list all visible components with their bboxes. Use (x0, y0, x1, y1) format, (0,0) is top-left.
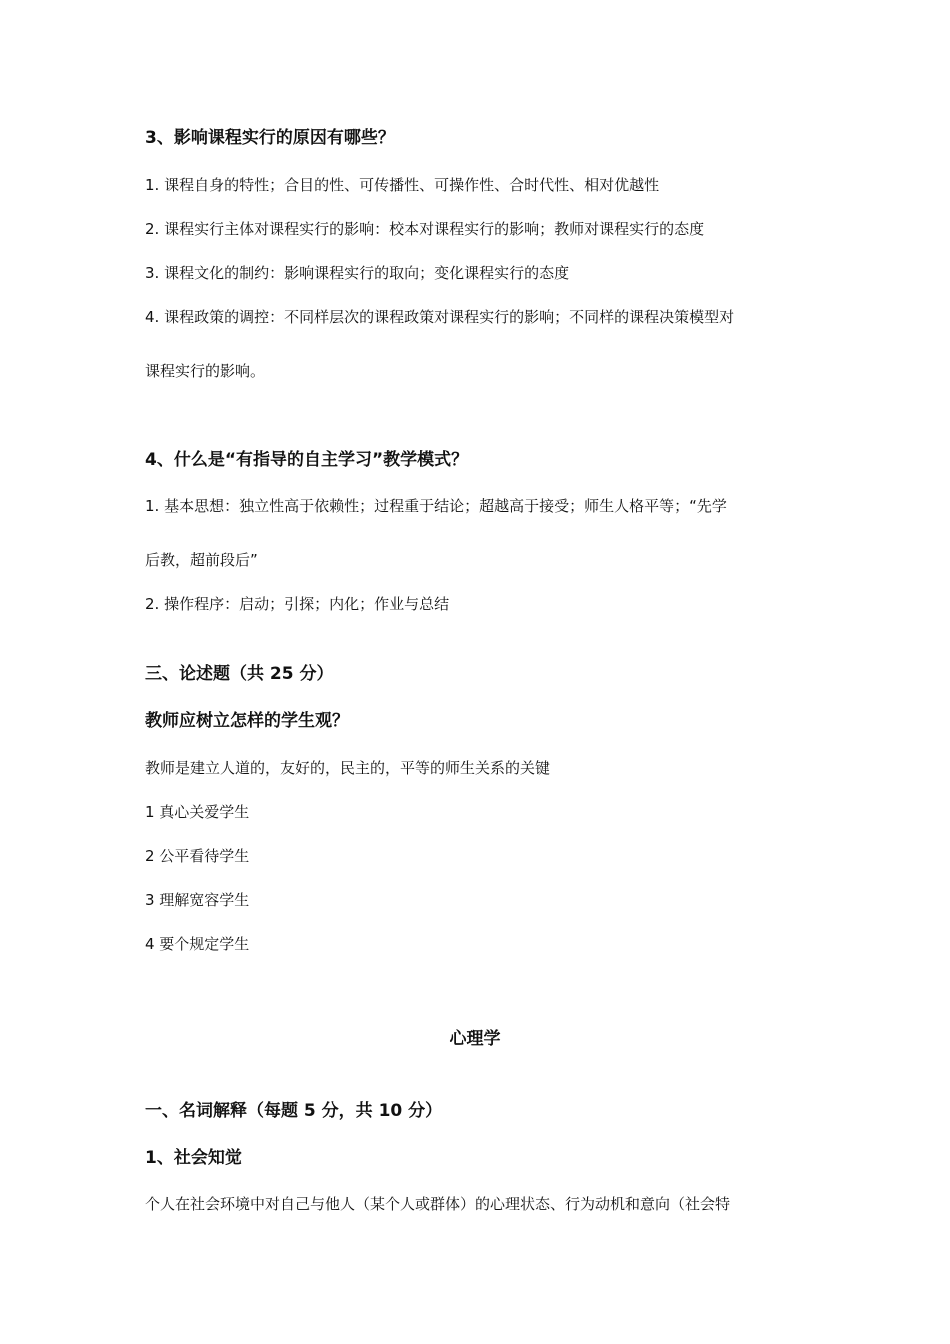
q4-item-1-cont: 后教，超前段后” (145, 551, 258, 569)
section3-item-2: 2 公平看待学生 (145, 847, 250, 865)
q4-heading: 4、什么是“有指导的自主学习”教学模式？ (145, 450, 469, 470)
psych-title: 心理学 (449, 1029, 501, 1049)
q3-heading: 3、影响课程实行的原因有哪些？ (145, 128, 395, 148)
section3-item-1: 1 真心关爱学生 (145, 803, 250, 821)
psych-def1: 个人在社会环境中对自己与他人（某个人或群体）的心理状态、行为动机和意向（社会特 (145, 1195, 731, 1213)
q3-item-4-cont: 课程实行的影响。 (145, 362, 266, 380)
q3-item-2: 2. 课程实行主体对课程实行的影响：校本对课程实行的影响；教师对课程实行的态度 (145, 220, 705, 238)
q3-item-1: 1. 课程自身的特性；合目的性、可传播性、可操作性、合时代性、相对优越性 (145, 176, 660, 194)
section3-question: 教师应树立怎样的学生观？ (145, 711, 349, 731)
q3-item-4: 4. 课程政策的调控：不同样层次的课程政策对课程实行的影响；不同样的课程决策模型对 (145, 308, 735, 326)
section3-item-4: 4 要个规定学生 (145, 935, 250, 953)
q4-item-2: 2. 操作程序：启动；引探；内化；作业与总结 (145, 595, 450, 613)
section3-intro: 教师是建立人道的，友好的，民主的，平等的师生关系的关键 (145, 759, 551, 777)
section3-item-3: 3 理解宽容学生 (145, 891, 250, 909)
q3-item-3: 3. 课程文化的制约：影响课程实行的取向；变化课程实行的态度 (145, 264, 570, 282)
psych-term1: 1、社会知觉 (145, 1148, 242, 1168)
psych-section1-heading: 一、名词解释（每题 5 分，共 10 分） (145, 1101, 443, 1121)
section3-heading: 三、论述题（共 25 分） (145, 664, 334, 684)
q4-item-1: 1. 基本思想：独立性高于依赖性；过程重于结论；超越高于接受；师生人格平等；“先学 (145, 497, 727, 515)
